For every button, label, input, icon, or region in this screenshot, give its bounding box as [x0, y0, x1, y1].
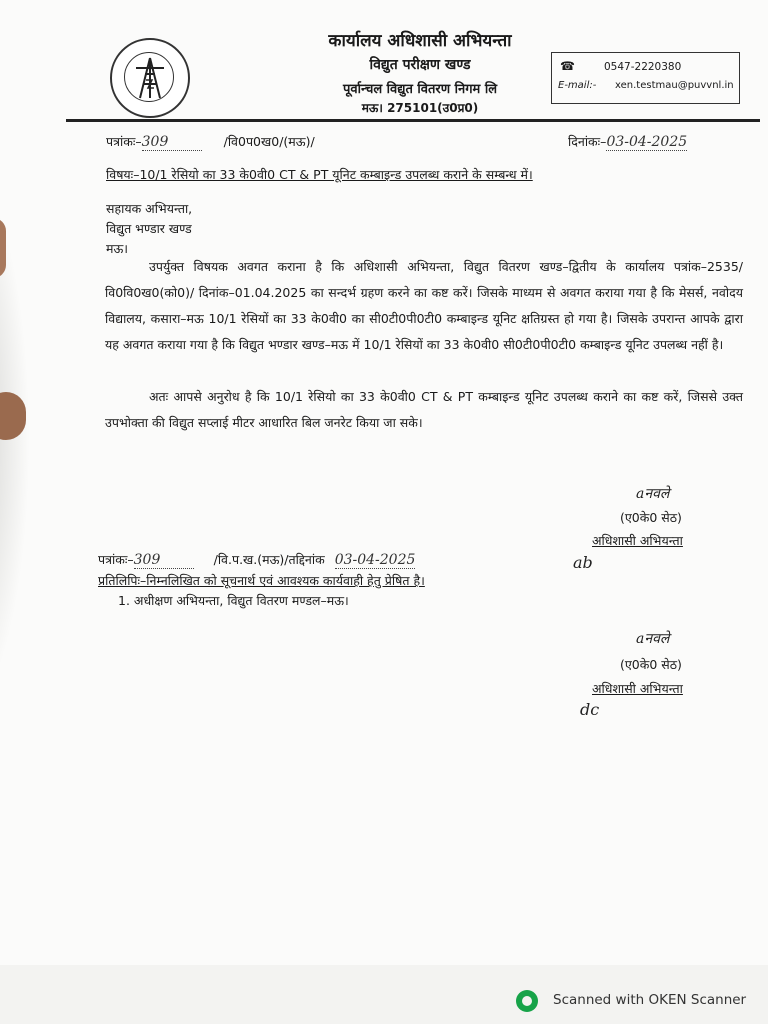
phone-icon: ☎	[560, 59, 575, 73]
initial-1: ab	[573, 553, 593, 572]
finger-top	[0, 218, 6, 278]
reference-line	[106, 133, 315, 151]
copy-date: 03-04-2025	[334, 552, 416, 568]
contact-box	[551, 52, 740, 104]
copy-ref-number: 309	[134, 552, 194, 569]
ref-suffix: /वि0प0ख0/(मऊ)/	[223, 134, 315, 149]
date-line	[568, 133, 687, 151]
email-address[interactable]: xen.testmau@puvvnl.in	[615, 80, 734, 91]
date-label: दिनांकः–	[568, 134, 607, 149]
copy-forward-line: प्रतिलिपिः–निम्नलिखित को सूचनार्थ एवं आवश्यक कार्यवाही हेतु प्रेषित है।	[98, 573, 425, 588]
office-heading: कार्यालय अधिशासी अभियन्ता	[328, 31, 512, 51]
date-value: 03-04-2025	[606, 134, 688, 150]
addressee-line3: मऊ।	[106, 241, 129, 256]
body-paragraph-1: उपर्युक्त विषयक अवगत कराना है कि अधिशासी अभियन्ता, विद्युत वितरण खण्ड–द्वितीय के कार्यालय पत्रांक–2535/वि0वि0ख0(को0)/ दिनांक–01.04.2025 का सन्दर्भ ग्रहण करने का कष्ट करें। जिसके माध्यम से अवगत कराया गया है कि मेसर्स, नवोदय विद्यालय, कसारा–मऊ 10/1 रेसियों का 33 के0वी0 का सी0टी0पी0टी0 कम्बाइन्ड यूनिट क्षतिग्रस्त हो गया है। जिसके उपरान्त आपके द्वारा यह अवगत कराया गया है कि विद्युत भण्डार खण्ड–मऊ में 10/1 रेसियों का 33 के0वी0 सी0टी0पी0टी0 कम्बाइन्ड यूनिट उपलब्ध नहीं है।	[105, 259, 743, 352]
signatory-title-1: अधिशासी अभियन्ता	[592, 533, 683, 548]
signature-scrawl-2: aनवले	[636, 631, 670, 647]
signatory-name-1: (ए0के0 सेठ)	[620, 510, 682, 525]
scanner-logo-icon	[516, 990, 538, 1012]
scanner-watermark: Scanned with OKEN Scanner	[553, 992, 747, 1008]
initial-2: dc	[580, 700, 600, 719]
address-heading: मऊ। 275101(उ0प्र0)	[361, 101, 479, 115]
company-logo	[110, 38, 190, 118]
copy-ref-suffix: /वि.प.ख.(मऊ)/तद्दिनांक	[213, 552, 325, 567]
signatory-name-2: (ए0के0 सेठ)	[620, 657, 682, 672]
addressee-line1: सहायक अभियन्ता,	[106, 201, 193, 216]
subject-line: विषयः–10/1 रेसियो का 33 के0वी0 CT & PT यूनिट कम्बाइन्ड उपलब्ध कराने के सम्बन्ध में।	[106, 167, 533, 182]
copy-ref-label: पत्रांकः–	[98, 552, 134, 567]
signature-scrawl-1: aनवले	[636, 486, 670, 502]
email-label: E-mail:-	[558, 80, 597, 91]
body-paragraph-2: अतः आपसे अनुरोध है कि 10/1 रेसियो का 33 के0वी0 CT & PT कम्बाइन्ड यूनिट उपलब्ध कराने का कष्ट करें, जिससे उक्त उपभोक्ता की विद्युत सप्लाई मीटर आधारित बिल जनरेट किया जा सके।	[105, 389, 743, 430]
phone-number: 0547-2220380	[604, 61, 682, 73]
header-divider	[66, 119, 760, 122]
copy-item-1: 1. अधीक्षण अभियन्ता, विद्युत वितरण मण्डल–मऊ।	[118, 593, 349, 608]
copy-reference-line	[98, 551, 415, 569]
addressee-line2: विद्युत भण्डार खण्ड	[106, 221, 192, 236]
company-heading: पूर्वान्चल विद्युत वितरण निगम लि	[342, 82, 498, 97]
signatory-title-2: अधिशासी अभियन्ता	[592, 681, 683, 696]
division-heading: विद्युत परीक्षण खण्ड	[369, 57, 471, 73]
ref-number: 309	[142, 134, 202, 151]
tower-icon	[132, 56, 168, 100]
ref-label: पत्रांकः–	[106, 134, 142, 149]
